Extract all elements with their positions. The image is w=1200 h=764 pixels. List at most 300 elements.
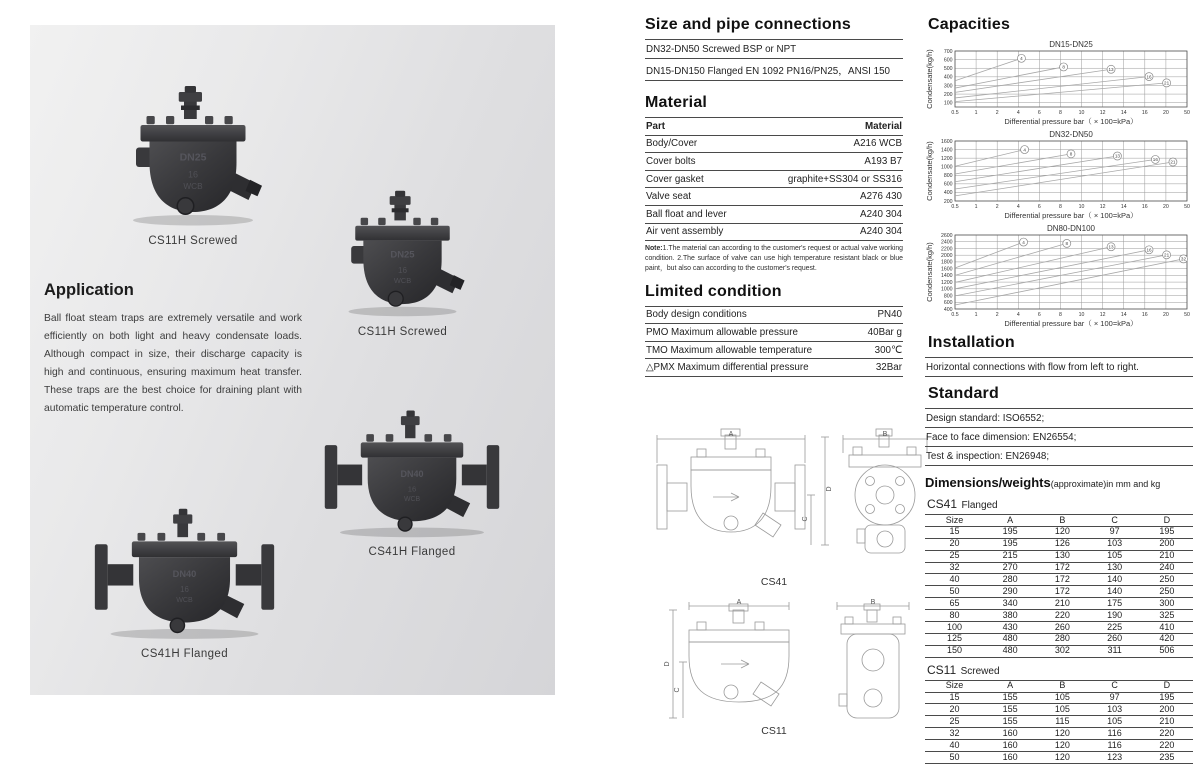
svg-text:4: 4: [1020, 56, 1023, 62]
svg-text:Differential pressure bar（ × 1: Differential pressure bar（ × 100=kPa）: [1004, 211, 1138, 220]
dim-label-d: D: [826, 486, 833, 492]
table-cell: 220: [1141, 728, 1193, 740]
table-cell: 116: [1089, 728, 1141, 740]
table-row: [925, 740, 1193, 752]
table-row: [645, 136, 903, 154]
svg-text:2400: 2400: [940, 239, 953, 246]
standard-title: Standard: [928, 385, 999, 402]
svg-text:4: 4: [1016, 110, 1020, 116]
material-table: [645, 117, 903, 241]
table-row: [925, 692, 1193, 704]
table-cell: 103: [1089, 704, 1141, 716]
table-row: [925, 704, 1193, 716]
material-header-row: [645, 118, 903, 136]
cs11-table-heading: [927, 661, 1193, 679]
table-row: [925, 538, 1193, 550]
cs41-drawing-label: CS41: [760, 575, 788, 588]
standard-list: [925, 408, 1193, 466]
table-cell: 140: [1089, 574, 1141, 586]
table-cell: 480: [984, 633, 1036, 645]
svg-text:16: 16: [1141, 204, 1148, 210]
application-section: [44, 281, 302, 418]
row-key: Cover bolts: [646, 155, 696, 167]
capacity-chart-dn80-dn100: [925, 223, 1193, 329]
table-row: [925, 598, 1193, 610]
table-row: [925, 752, 1193, 764]
table-row: [645, 171, 903, 189]
svg-text:4: 4: [1022, 239, 1025, 245]
svg-text:14: 14: [1120, 312, 1127, 318]
table-cell: 120: [1036, 526, 1088, 538]
row-key: Ball float and lever: [646, 208, 727, 220]
svg-text:4: 4: [1023, 147, 1026, 153]
steam-trap-flanged-photo-icon: [322, 405, 502, 540]
svg-text:16: 16: [1141, 110, 1148, 116]
table-cell: 20: [925, 704, 984, 716]
svg-text:8: 8: [1059, 204, 1062, 210]
table-cell: 100: [925, 622, 984, 634]
svg-text:8: 8: [1062, 64, 1065, 70]
table-cell: 115: [1036, 716, 1088, 728]
svg-text:1400: 1400: [940, 147, 953, 154]
table-cell: 105: [1089, 716, 1141, 728]
svg-text:8: 8: [1069, 151, 1073, 157]
row-value: PN40: [877, 309, 902, 321]
capacities-title: Capacities: [928, 16, 1011, 33]
table-cell: 20: [925, 538, 984, 550]
table-row: [645, 359, 903, 377]
product-photo-cs41h-2: [92, 503, 277, 660]
table-cell: 210: [1036, 598, 1088, 610]
capacity-chart-dn15-dn25: [925, 39, 1193, 127]
svg-text:12: 12: [1099, 312, 1106, 318]
table-row: [925, 622, 1193, 634]
table-row: [925, 728, 1193, 740]
svg-text:400: 400: [943, 190, 953, 197]
table-row: [645, 342, 903, 360]
svg-text:1000: 1000: [940, 286, 953, 293]
table-row: [645, 307, 903, 325]
table-cell: 195: [1141, 692, 1193, 704]
steam-trap-screwed-photo-icon: [118, 83, 268, 229]
table-cell: 300: [1141, 598, 1193, 610]
svg-text:20: 20: [1163, 110, 1169, 116]
table-cell: 220: [1141, 740, 1193, 752]
table-cell: 380: [984, 610, 1036, 622]
table-cell: 65: [925, 598, 984, 610]
svg-text:8: 8: [1065, 241, 1069, 247]
table-cell: 15: [925, 526, 984, 538]
table-row: DN15-DN150 Flanged EN 1092 PN16/PN25，ANSI 150: [645, 59, 903, 81]
svg-text:6: 6: [1037, 110, 1041, 116]
svg-text:16: 16: [1141, 312, 1148, 318]
table-cell: 160: [984, 740, 1036, 752]
size-connections-title: Size and pipe connections: [645, 16, 851, 33]
table-cell: 40: [925, 740, 984, 752]
svg-text:1: 1: [974, 312, 978, 318]
table-cell: 200: [1141, 704, 1193, 716]
column-header: A: [984, 680, 1036, 692]
svg-text:2000: 2000: [940, 252, 953, 259]
table-cell: 120: [1036, 728, 1088, 740]
table-cell: 311: [1089, 645, 1141, 657]
row-key: Body/Cover: [646, 138, 698, 150]
svg-text:12: 12: [1099, 204, 1106, 210]
table-header-row: [925, 515, 1193, 527]
table-cell: 155: [984, 704, 1036, 716]
column-header: C: [1089, 515, 1141, 527]
product-photo-cs11h-1: [118, 83, 268, 247]
cs11-dimension-drawing: [645, 596, 935, 724]
svg-text:8: 8: [1059, 110, 1062, 116]
limited-condition-title: Limited condition: [645, 282, 782, 300]
dimensions-heading: [925, 474, 1193, 492]
table-cell: 105: [1036, 704, 1088, 716]
application-body: Ball float steam traps are extremely versatile and work efficiently on both light and heavy condensate loads. Although compact in size, their discharge capacity is high and continuous, ensuring maximum heat transfer. These traps are the best choice for draining plant with automatic temperature control.: [44, 313, 302, 415]
table-cell: 195: [1141, 526, 1193, 538]
table-cell: 250: [1141, 586, 1193, 598]
svg-text:0.5: 0.5: [951, 312, 959, 318]
svg-text:Condensate(kg/h): Condensate(kg/h): [925, 49, 934, 109]
column-header: B: [1036, 515, 1088, 527]
svg-text:800: 800: [943, 173, 953, 180]
table-cell: 80: [925, 610, 984, 622]
row-value: graphite+SS304 or SS316: [787, 173, 902, 185]
svg-text:700: 700: [943, 48, 953, 55]
table-row: [925, 645, 1193, 657]
table-cell: 190: [1089, 610, 1141, 622]
row-key: Cover gasket: [646, 173, 704, 185]
svg-text:Differential pressure bar（ × 1: Differential pressure bar（ × 100=kPa）: [1004, 319, 1138, 328]
svg-text:400: 400: [943, 74, 953, 81]
table-cell: 235: [1141, 752, 1193, 764]
row-value: 40Bar g: [867, 326, 902, 338]
svg-text:16: 16: [1146, 247, 1152, 253]
table-cell: 280: [1036, 633, 1088, 645]
svg-text:2: 2: [995, 312, 999, 318]
svg-text:16: 16: [1146, 74, 1152, 80]
row-key: PMO Maximum allowable pressure: [646, 326, 798, 338]
table-row: [925, 562, 1193, 574]
table-row: DN32-DN50 Screwed BSP or NPT: [645, 40, 903, 59]
row-value: 32Bar: [875, 362, 902, 374]
table-row: [645, 324, 903, 342]
svg-text:1800: 1800: [940, 259, 953, 266]
column-header: B: [1036, 680, 1088, 692]
svg-text:Condensate(kg/h): Condensate(kg/h): [925, 242, 934, 302]
table-row: [925, 550, 1193, 562]
table-cell: 240: [1141, 562, 1193, 574]
table-cell: 126: [1036, 538, 1088, 550]
specs-column: [645, 16, 903, 745]
table-cell: 130: [1036, 550, 1088, 562]
table-cell: 32: [925, 562, 984, 574]
table-row: Design standard: ISO6552;: [925, 409, 1193, 428]
svg-text:1200: 1200: [940, 155, 953, 162]
svg-text:14: 14: [1120, 204, 1127, 210]
cs11-model: CS11: [927, 662, 957, 677]
svg-text:1200: 1200: [940, 279, 953, 286]
table-cell: 195: [984, 526, 1036, 538]
capacities-column: [925, 16, 1193, 764]
table-cell: 103: [1089, 538, 1141, 550]
installation-title: Installation: [928, 334, 1015, 351]
svg-text:21: 21: [1164, 252, 1170, 258]
row-value: A216 WCB: [853, 138, 902, 150]
table-row: Test & inspection: EN26948;: [925, 447, 1193, 466]
column-header: D: [1141, 680, 1193, 692]
photo-caption: CS11H Screwed: [357, 325, 448, 338]
svg-text:20: 20: [1163, 312, 1169, 318]
svg-text:100: 100: [943, 100, 953, 107]
product-photo-panel: [30, 25, 555, 695]
column-header: C: [1089, 680, 1141, 692]
column-header: Size: [925, 515, 984, 527]
svg-text:10: 10: [1078, 110, 1085, 116]
svg-text:2600: 2600: [940, 232, 953, 239]
svg-text:Differential pressure bar（ × 1: Differential pressure bar（ × 100=kPa）: [1004, 117, 1138, 126]
table-row: Horizontal connections with flow from left to right.: [925, 358, 1193, 377]
svg-text:1: 1: [974, 110, 978, 116]
svg-text:20: 20: [1163, 204, 1169, 210]
svg-text:32: 32: [1180, 256, 1187, 262]
table-cell: 200: [1141, 538, 1193, 550]
material-header-material: Material: [864, 120, 902, 132]
table-cell: 140: [1089, 586, 1141, 598]
svg-text:6: 6: [1037, 312, 1041, 318]
table-cell: 130: [1089, 562, 1141, 574]
table-cell: 15: [925, 692, 984, 704]
cs41-dimensions-table: [925, 514, 1193, 658]
table-cell: 120: [1036, 740, 1088, 752]
table-cell: 290: [984, 586, 1036, 598]
svg-text:1: 1: [974, 204, 978, 210]
table-row: [925, 633, 1193, 645]
table-cell: 50: [925, 752, 984, 764]
cs11-drawing-label: CS11: [761, 724, 787, 737]
svg-text:DN80-DN100: DN80-DN100: [1046, 224, 1096, 233]
row-key: Air vent assembly: [646, 226, 724, 238]
svg-text:13: 13: [1108, 66, 1114, 72]
cs41-table-heading: [927, 495, 1193, 513]
steam-trap-screwed-photo-icon: [335, 188, 470, 320]
column-header: D: [1141, 515, 1193, 527]
svg-text:2200: 2200: [940, 246, 953, 253]
dim-label-c: C: [674, 687, 681, 693]
table-cell: 160: [984, 752, 1036, 764]
table-cell: 105: [1089, 550, 1141, 562]
svg-text:300: 300: [943, 83, 953, 90]
table-row: [925, 574, 1193, 586]
svg-text:50: 50: [1184, 110, 1190, 116]
table-row: [925, 526, 1193, 538]
table-cell: 270: [984, 562, 1036, 574]
table-cell: 172: [1036, 586, 1088, 598]
table-cell: 120: [1036, 752, 1088, 764]
svg-text:DN32-DN50: DN32-DN50: [1049, 130, 1093, 139]
column-header: Size: [925, 680, 984, 692]
table-cell: 506: [1141, 645, 1193, 657]
svg-text:21: 21: [1164, 80, 1170, 86]
material-title: Material: [645, 94, 708, 111]
photo-caption: CS41H Flanged: [140, 647, 229, 660]
svg-text:50: 50: [1184, 312, 1190, 318]
svg-text:21: 21: [1170, 159, 1176, 165]
row-key: Body design conditions: [646, 309, 747, 321]
svg-text:Condensate(kg/h): Condensate(kg/h): [925, 141, 934, 201]
table-cell: 97: [1089, 526, 1141, 538]
material-header-part: Part: [646, 120, 666, 132]
row-value: 300℃: [874, 344, 902, 356]
svg-text:600: 600: [943, 300, 953, 307]
svg-text:1400: 1400: [940, 273, 953, 280]
table-cell: 155: [984, 716, 1036, 728]
size-connections-list: [645, 39, 903, 81]
table-cell: 116: [1089, 740, 1141, 752]
table-cell: 280: [984, 574, 1036, 586]
row-key: TMO Maximum allowable temperature: [646, 344, 813, 356]
table-cell: 172: [1036, 562, 1088, 574]
svg-text:500: 500: [943, 66, 953, 73]
application-title: Application: [44, 281, 134, 299]
table-cell: 25: [925, 550, 984, 562]
table-row: [645, 153, 903, 171]
svg-text:1600: 1600: [940, 266, 953, 273]
dim-label-c: C: [802, 516, 809, 522]
table-cell: 125: [925, 633, 984, 645]
material-note-label: Note:: [645, 245, 663, 253]
table-row: [645, 188, 903, 206]
svg-text:DN15-DN25: DN15-DN25: [1049, 40, 1093, 49]
table-cell: 25: [925, 716, 984, 728]
table-cell: 123: [1089, 752, 1141, 764]
table-cell: 32: [925, 728, 984, 740]
svg-text:200: 200: [943, 198, 953, 205]
dimensions-subtitle: (approximate)in mm and kg: [1050, 479, 1161, 489]
svg-text:16: 16: [1152, 157, 1158, 163]
table-row: [925, 610, 1193, 622]
row-key: △PMX Maximum differential pressure: [646, 362, 809, 374]
svg-text:4: 4: [1016, 204, 1020, 210]
dimensions-title: Dimensions/weights: [925, 475, 1051, 490]
svg-text:50: 50: [1184, 204, 1190, 210]
table-cell: 260: [1089, 633, 1141, 645]
row-value: A240 304: [860, 226, 902, 238]
svg-text:400: 400: [943, 306, 953, 313]
product-photo-cs41h-1: [322, 405, 502, 558]
photo-caption: CS41H Flanged: [368, 546, 456, 558]
dim-label-a: A: [736, 598, 742, 606]
svg-text:13: 13: [1108, 244, 1114, 250]
svg-text:800: 800: [943, 293, 953, 300]
dim-label-b: B: [870, 598, 876, 606]
column-header: A: [984, 515, 1036, 527]
cs11-type: Screwed: [960, 665, 1000, 677]
table-cell: 195: [984, 538, 1036, 550]
table-cell: 215: [984, 550, 1036, 562]
table-cell: 225: [1089, 622, 1141, 634]
table-cell: 210: [1141, 550, 1193, 562]
svg-text:0.5: 0.5: [951, 204, 959, 210]
capacity-chart-dn32-dn50: [925, 129, 1193, 221]
table-row: [925, 586, 1193, 598]
table-row: Face to face dimension: EN26554;: [925, 428, 1193, 447]
material-note: [645, 244, 903, 273]
dim-label-d: D: [664, 661, 671, 667]
dim-label-b: B: [882, 430, 888, 438]
svg-text:2: 2: [995, 204, 999, 210]
table-cell: 160: [984, 728, 1036, 740]
svg-text:600: 600: [943, 57, 953, 64]
table-cell: 105: [1036, 692, 1088, 704]
table-row: [925, 716, 1193, 728]
product-photo-cs11h-2: [335, 188, 470, 338]
material-note-text: 1.The material can according to the customer's request or actual valve working condition. 2.The surface of valve can use high temperature resistant black or blue paint，but also can according to the customer's request.: [645, 245, 903, 272]
cs41-type: Flanged: [961, 500, 998, 511]
svg-text:14: 14: [1120, 110, 1127, 116]
table-cell: 410: [1141, 622, 1193, 634]
limited-condition-table: [645, 306, 903, 377]
cs11-dimensions-table: [925, 680, 1193, 764]
table-cell: 430: [984, 622, 1036, 634]
table-row: [645, 206, 903, 224]
svg-text:12: 12: [1099, 110, 1106, 116]
svg-text:600: 600: [943, 181, 953, 188]
table-cell: 302: [1036, 645, 1088, 657]
cs41-dimension-drawing: [645, 425, 935, 575]
row-value: A193 B7: [864, 155, 902, 167]
technical-drawings: [645, 425, 903, 737]
photo-caption: CS11H Screwed: [148, 235, 238, 248]
table-cell: 172: [1036, 574, 1088, 586]
dim-label-a: A: [728, 430, 734, 438]
steam-trap-flanged-photo-icon: [92, 503, 277, 642]
table-cell: 340: [984, 598, 1036, 610]
svg-text:8: 8: [1059, 312, 1062, 318]
table-cell: 155: [984, 692, 1036, 704]
svg-text:1600: 1600: [940, 138, 953, 145]
svg-text:200: 200: [943, 91, 953, 98]
svg-text:13: 13: [1114, 153, 1120, 159]
table-cell: 97: [1089, 692, 1141, 704]
svg-text:1000: 1000: [940, 164, 953, 171]
table-row: [645, 224, 903, 242]
svg-text:2: 2: [995, 110, 999, 116]
table-cell: 325: [1141, 610, 1193, 622]
row-key: Valve seat: [646, 191, 692, 203]
table-cell: 420: [1141, 633, 1193, 645]
table-header-row: [925, 680, 1193, 692]
table-cell: 220: [1036, 610, 1088, 622]
table-cell: 480: [984, 645, 1036, 657]
table-cell: 250: [1141, 574, 1193, 586]
table-cell: 150: [925, 645, 984, 657]
svg-text:10: 10: [1078, 312, 1085, 318]
table-cell: 175: [1089, 598, 1141, 610]
svg-text:4: 4: [1016, 312, 1020, 318]
svg-text:6: 6: [1037, 204, 1041, 210]
table-cell: 210: [1141, 716, 1193, 728]
installation-list: [925, 357, 1193, 377]
row-value: A276 430: [860, 191, 902, 203]
table-cell: 40: [925, 574, 984, 586]
material-rows: [645, 136, 903, 242]
row-value: A240 304: [860, 208, 902, 220]
svg-text:10: 10: [1078, 204, 1085, 210]
svg-text:0.5: 0.5: [951, 110, 959, 116]
table-cell: 260: [1036, 622, 1088, 634]
table-cell: 50: [925, 586, 984, 598]
